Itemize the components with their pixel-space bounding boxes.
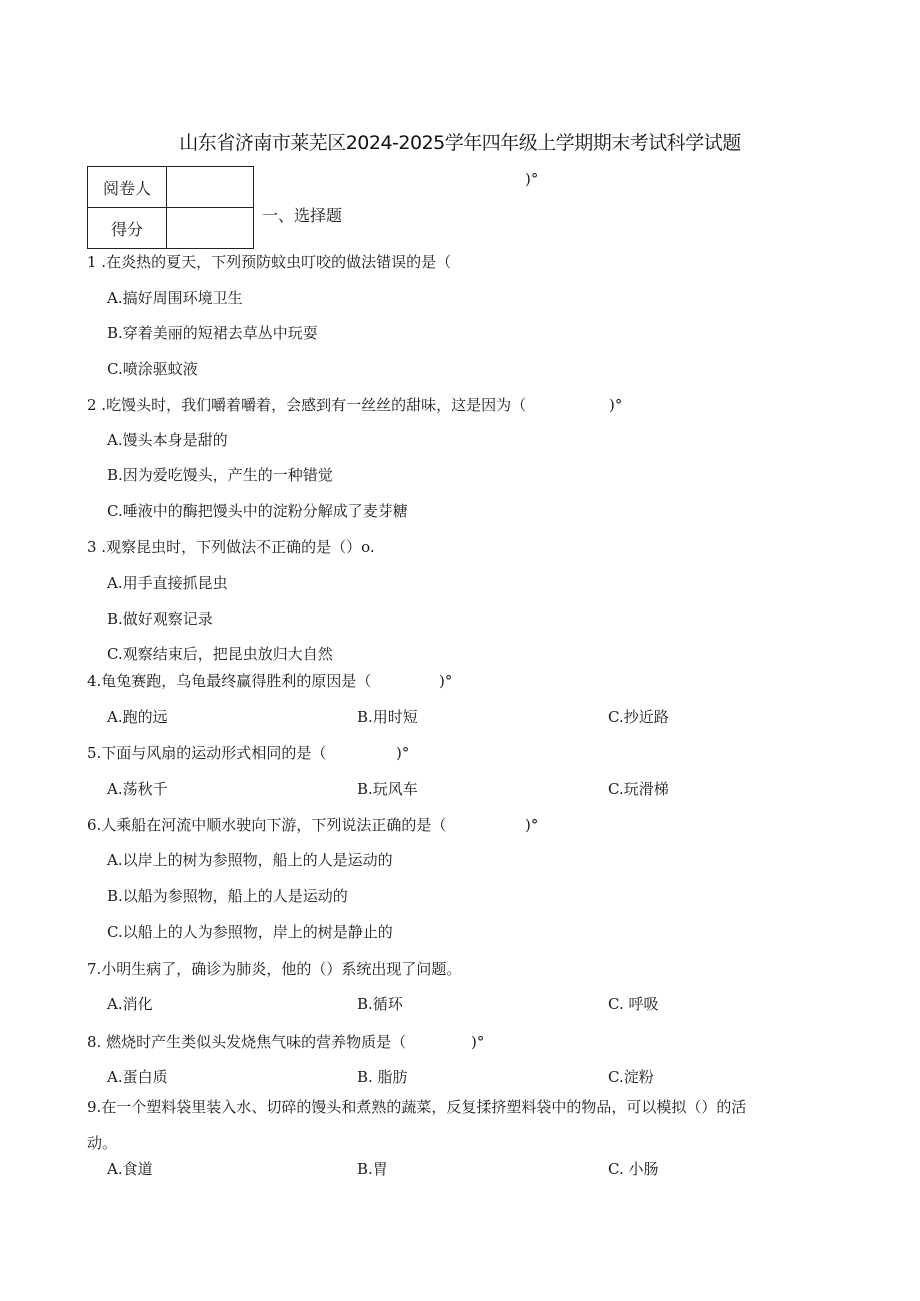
section-title: 一、选择题 bbox=[262, 206, 343, 225]
question-6-blank-end: )° bbox=[525, 816, 539, 834]
q1-option-a: A.搞好周围环境卫生 bbox=[107, 289, 243, 307]
q7-option-c: C. 呼吸 bbox=[608, 995, 659, 1013]
q3-option-c: C.观察结束后，把昆虫放归大自然 bbox=[107, 645, 333, 663]
q1-option-c: C.喷涂驱蚊液 bbox=[107, 360, 198, 378]
q3-option-b: B.做好观察记录 bbox=[107, 610, 213, 628]
question-6: 6.人乘船在河流中顺水驶向下游，下列说法正确的是（ bbox=[87, 816, 447, 834]
q6-option-c: C.以船上的人为参照物，岸上的树是静止的 bbox=[107, 923, 393, 941]
q9-option-a: A.食道 bbox=[107, 1160, 153, 1178]
question-5-blank-end: )° bbox=[396, 744, 410, 762]
question-5: 5.下面与风扇的运动形式相同的是（ bbox=[87, 744, 327, 762]
q8-option-a: A.蛋白质 bbox=[107, 1068, 168, 1086]
page-title: 山东省济南市莱芜区2024-2025学年四年级上学期期末考试科学试题 bbox=[179, 132, 741, 154]
q4-option-b: B.用时短 bbox=[357, 708, 418, 726]
q2-option-c: C.唾液中的酶把馒头中的淀粉分解成了麦芽糖 bbox=[107, 502, 408, 520]
q5-option-a: A.荡秋千 bbox=[107, 780, 168, 798]
question-2: 2 .吃馒头时，我们嚼着嚼着，会感到有一丝丝的甜味，这是因为（ bbox=[87, 396, 527, 414]
score-label: 得分 bbox=[88, 208, 167, 249]
question-8: 8. 燃烧时产生类似头发烧焦气味的营养物质是（ bbox=[87, 1033, 407, 1051]
question-9-continued: 动。 bbox=[87, 1134, 118, 1152]
q6-option-a: A.以岸上的树为参照物，船上的人是运动的 bbox=[107, 851, 393, 869]
reviewer-label: 阅卷人 bbox=[88, 167, 167, 208]
q4-option-c: C.抄近路 bbox=[608, 708, 669, 726]
q6-option-b: B.以船为参照物，船上的人是运动的 bbox=[107, 887, 348, 905]
q8-option-c: C.淀粉 bbox=[608, 1068, 654, 1086]
question-3: 3 .观察昆虫时，下列做法不正确的是（）o. bbox=[87, 538, 375, 556]
score-cell bbox=[167, 208, 254, 249]
q7-option-b: B.循环 bbox=[357, 995, 403, 1013]
question-7: 7.小明生病了，确诊为肺炎，他的（）系统出现了问题。 bbox=[87, 960, 462, 978]
question-4-blank-end: )° bbox=[439, 672, 453, 690]
question-8-blank-end: )° bbox=[471, 1033, 485, 1051]
q9-option-c: C. 小肠 bbox=[608, 1160, 659, 1178]
q2-option-b: B.因为爱吃馒头，产生的一种错觉 bbox=[107, 466, 333, 484]
question-1: 1 .在炎热的夏天，下列预防蚊虫叮咬的做法错误的是（ bbox=[87, 253, 452, 271]
reviewer-cell bbox=[167, 167, 254, 208]
question-4: 4.龟兔赛跑，乌龟最终赢得胜利的原因是（ bbox=[87, 672, 372, 690]
q7-option-a: A.消化 bbox=[107, 995, 153, 1013]
q5-option-b: B.玩风车 bbox=[357, 780, 418, 798]
q5-option-c: C.玩滑梯 bbox=[608, 780, 669, 798]
score-table bbox=[87, 166, 254, 249]
q2-option-a: A.馒头本身是甜的 bbox=[107, 431, 228, 449]
q4-option-a: A.跑的远 bbox=[107, 708, 168, 726]
q3-option-a: A.用手直接抓昆虫 bbox=[107, 574, 228, 592]
q8-option-b: B. 脂肪 bbox=[357, 1068, 408, 1086]
question-2-blank-end: )° bbox=[609, 396, 623, 414]
q9-option-b: B.胃 bbox=[357, 1160, 388, 1178]
stray-mark: )° bbox=[525, 170, 539, 188]
q1-option-b: B.穿着美丽的短裙去草丛中玩耍 bbox=[107, 324, 318, 342]
question-9: 9.在一个塑料袋里装入水、切碎的馒头和煮熟的蔬菜，反复揉挤塑料袋中的物品，可以模拟（）的活 bbox=[87, 1098, 747, 1116]
